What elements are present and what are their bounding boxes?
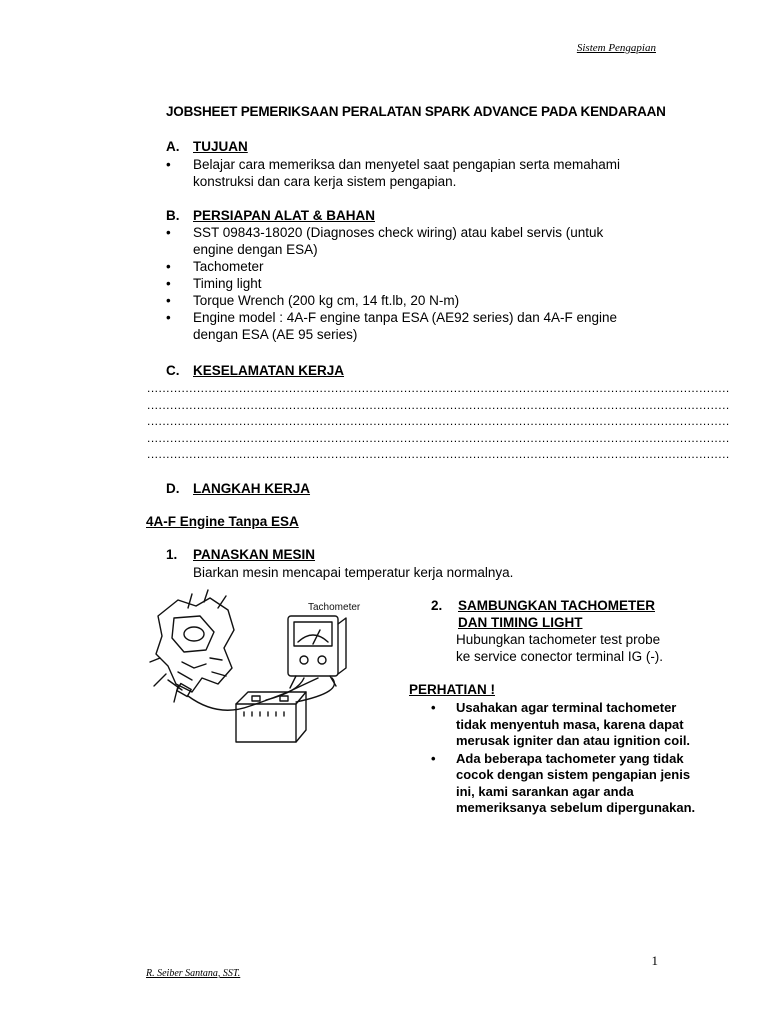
step-2-title-line2: DAN TIMING LIGHT	[458, 615, 583, 630]
step-2-heading	[431, 598, 655, 613]
fill-line: ........................................................................................................................................................	[147, 447, 730, 461]
section-d-letter: D.	[166, 481, 180, 496]
fill-line: ........................................................................................................................................................	[147, 381, 730, 395]
step-2-heading-cont	[458, 615, 583, 630]
document-title: JOBSHEET PEMERIKSAAN PERALATAN SPARK ADVANCE PADA KENDARAAN	[166, 104, 666, 119]
note-heading: PERHATIAN !	[409, 682, 495, 697]
section-b-item: • Engine model : 4A-F engine tanpa ESA (AE92 series) dan 4A-F engine dengan ESA (AE 95 series)	[166, 309, 646, 343]
section-b-heading	[166, 208, 375, 223]
step-2-description-line2: ke service conector terminal IG (-).	[456, 649, 664, 664]
section-c-letter: C.	[166, 363, 180, 378]
section-b-title: PERSIAPAN ALAT & BAHAN	[193, 208, 375, 223]
section-b-item: • SST 09843-18020 (Diagnoses check wiring) atau kabel servis (untuk engine dengan ESA)	[166, 224, 646, 258]
section-b-item: • Torque Wrench (200 kg cm, 14 ft.lb, 20 N-m)	[166, 292, 646, 309]
section-b-item: • Timing light	[166, 275, 646, 292]
note-item: • Ada beberapa tachometer yang tidak cocok dengan sistem pengapian jenis ini, kami sarankan agar anda memeriksanya sebelum dipergunakan.	[431, 751, 701, 817]
fill-line: ........................................................................................................................................................	[147, 397, 730, 412]
section-c-title: KESELAMATAN KERJA	[193, 363, 345, 378]
step-1-heading	[166, 547, 315, 562]
section-a-title: TUJUAN	[193, 139, 248, 154]
fill-line: ........................................................................................................................................................	[147, 430, 730, 445]
section-b-letter: B.	[166, 208, 180, 223]
note-list	[431, 700, 701, 818]
section-a-heading	[166, 139, 248, 154]
section-a-letter: A.	[166, 139, 180, 154]
section-a-item: • Belajar cara memeriksa dan menyetel saat pengapian serta memahami konstruksi dan cara kerja sistem pengapian.	[166, 156, 646, 190]
section-d-heading	[166, 481, 310, 496]
note-item: • Usahakan agar terminal tachometer tidak menyentuh masa, karena dapat merusak igniter dan atau ignition coil.	[431, 700, 701, 750]
tachometer-connection-illustration	[148, 588, 400, 758]
fill-line: ........................................................................................................................................................	[147, 414, 730, 428]
step-1-number: 1.	[166, 547, 178, 562]
section-a-list	[166, 156, 646, 190]
page-number: 1	[651, 953, 658, 968]
footer-author: R. Seiber Santana, SST.	[146, 968, 241, 979]
engine-subheading: 4A-F Engine Tanpa ESA	[146, 514, 299, 529]
section-b-list	[166, 224, 646, 343]
section-d-title: LANGKAH KERJA	[193, 481, 311, 496]
step-2-description-line1: Hubungkan tachometer test probe	[456, 632, 661, 647]
step-1-description: Biarkan mesin mencapai temperatur kerja normalnya.	[193, 565, 514, 580]
safety-fill-lines	[147, 380, 730, 464]
step-1-title: PANASKAN MESIN	[193, 547, 316, 562]
section-c-heading	[166, 363, 344, 378]
section-b-item: • Tachometer	[166, 258, 646, 275]
figure-label: Tachometer	[308, 602, 361, 613]
step-2-title-line1: SAMBUNGKAN TACHOMETER	[458, 598, 655, 613]
running-header: Sistem Pengapian	[576, 42, 656, 54]
step-2-number: 2.	[431, 598, 443, 613]
